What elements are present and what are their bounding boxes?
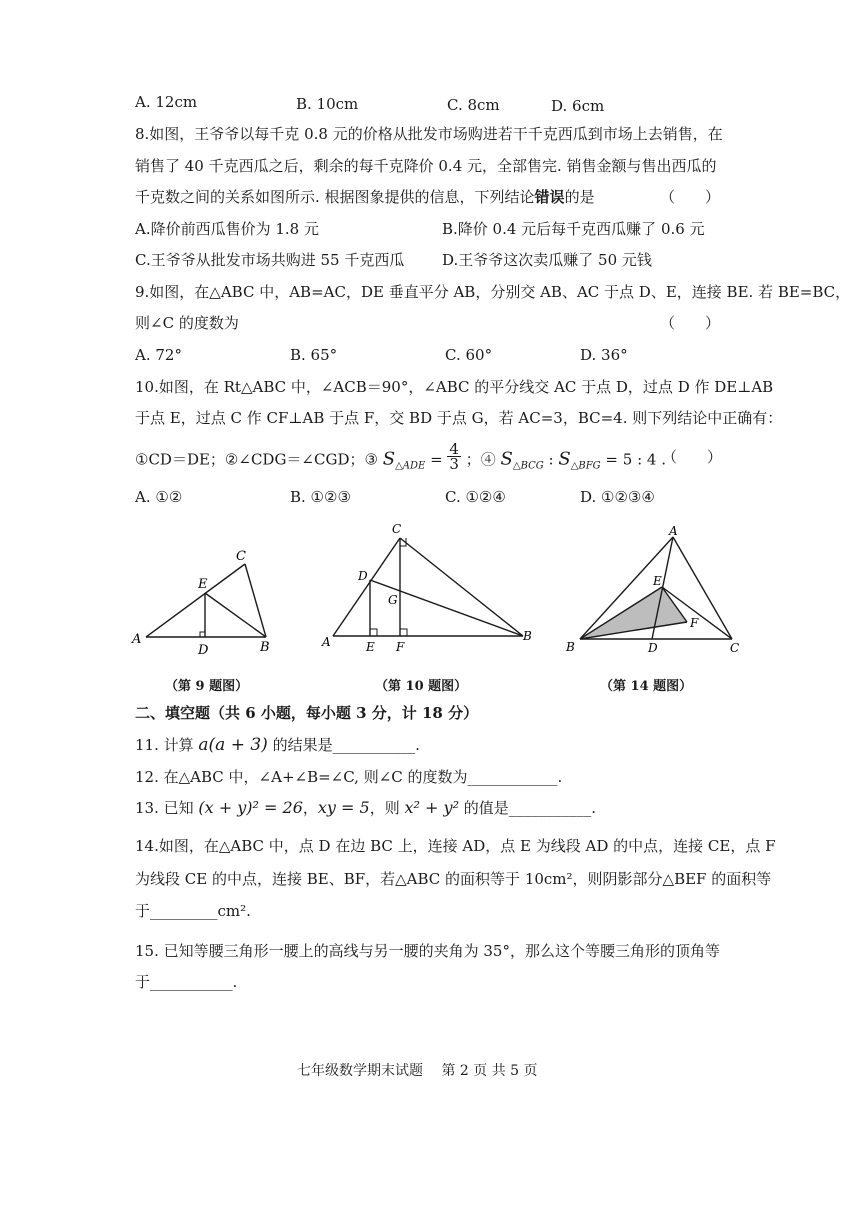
q10-colon: : xyxy=(543,450,559,469)
q12: 12. 在△ABC 中，∠A+∠B=∠C, 则∠C 的度数为____________. xyxy=(135,768,563,786)
q10-option-a: A. ①② xyxy=(135,488,183,506)
q10-area-bfg: △BFG xyxy=(570,460,601,472)
fig9-label-d: D xyxy=(198,643,209,658)
q9-option-a: A. 72° xyxy=(135,346,182,364)
fig14-label-c: C xyxy=(730,641,740,655)
fig9-label-e: E xyxy=(198,577,208,592)
q10-frac-num: 4 xyxy=(449,440,459,458)
q8-line3-text: 千克数之间的关系如图所示. 根据图象提供的信息，下列结论 xyxy=(135,188,535,206)
q13-sep1: ， xyxy=(302,799,318,817)
q8-option-a: A.降价前西瓜售价为 1.8 元 xyxy=(135,220,319,238)
q11-pre: 11. 计算 xyxy=(135,736,199,754)
figure-14 xyxy=(562,525,750,660)
fig9-label-b: B xyxy=(260,640,270,655)
q13-expr2: xy = 5 xyxy=(317,798,370,817)
q7-option-a: A. 12cm xyxy=(135,93,198,111)
q10-area-bcg: △BCG xyxy=(512,460,544,472)
q7-option-b: B. 10cm xyxy=(296,95,359,113)
fig10-label-g: G xyxy=(388,593,398,607)
q10-eq: = xyxy=(425,450,448,469)
fig14-label-a: A xyxy=(669,525,678,538)
q9-option-b: B. 65° xyxy=(290,346,338,364)
fig14-label-d: D xyxy=(648,641,658,655)
q15-line1: 15. 已知等腰三角形一腰上的高线与另一腰的夹角为 35°，那么这个等腰三角形的顶角等 xyxy=(135,942,720,960)
q10-stmt4: ；④ xyxy=(465,450,496,469)
q11-expr: a(a + 3) xyxy=(198,735,268,755)
q10-line2: 于点 E，过点 C 作 CF⊥AB 于点 F，交 BD 于点 G，若 AC=3，BC=4. 则下列结论中正确有： xyxy=(135,409,783,427)
figure-10 xyxy=(318,518,538,663)
q10-answer-paren: （ ） xyxy=(662,448,723,466)
q13-expr1: (x + y)² = 26 xyxy=(198,798,303,817)
q7-option-d: D. 6cm xyxy=(551,97,605,115)
fig9-label-a: A xyxy=(132,632,142,647)
q10-line3 xyxy=(135,440,666,477)
page-footer: 七年级数学期末试题 第 2 页 共 5 页 xyxy=(297,1063,538,1079)
q7-option-c: C. 8cm xyxy=(447,96,500,114)
q9-answer-paren: （ ） xyxy=(660,314,721,332)
q15-line2: 于___________. xyxy=(135,973,238,991)
fig10-label-a: A xyxy=(322,635,331,649)
q10-area-s2: S xyxy=(500,448,513,470)
q10-frac-den: 3 xyxy=(449,455,459,473)
q10-area-s1: S xyxy=(382,448,396,470)
q8-option-b: B.降价 0.4 元后每千克西瓜赚了 0.6 元 xyxy=(442,220,705,238)
q13-pre: 13. 已知 xyxy=(135,799,199,817)
q8-line3 xyxy=(135,187,595,207)
fig10-label-f: F xyxy=(396,640,405,654)
q8-line3-end: 的是 xyxy=(564,188,595,206)
q14-line1: 14.如图，在△ABC 中，点 D 在边 BC 上，连接 AD，点 E 为线段 AD 的中点，连接 CE，点 F xyxy=(135,837,776,855)
q9-line1: 9.如图，在△ABC 中，AB=AC，DE 垂直平分 AB，分别交 AB、AC 于点 D、E，连接 BE. 若 BE=BC， xyxy=(135,283,851,301)
q9-option-c: C. 60° xyxy=(445,346,493,364)
q13-sep2: ，则 xyxy=(369,799,405,817)
q11 xyxy=(135,735,420,755)
q10-area-ade: △ADE xyxy=(395,460,426,472)
q13-expr3: x² + y² xyxy=(404,798,459,817)
q10-ratio: = 5 : 4 . xyxy=(600,450,666,469)
q8-line2: 销售了 40 千克西瓜之后，剩余的每千克降价 0.4 元，全部售完. 销售金额与售出西瓜的 xyxy=(135,157,717,175)
q10-fraction xyxy=(447,442,461,471)
q10-option-d: D. ①②③④ xyxy=(580,488,655,506)
q10-stmt-text: ①CD＝DE；②∠CDG＝∠CGD；③ xyxy=(135,450,378,469)
q10-area-s3: S xyxy=(558,448,571,470)
q14-line3: 于_________cm². xyxy=(135,902,251,920)
q13 xyxy=(135,798,596,818)
figure-9 xyxy=(128,540,288,665)
q8-answer-paren: （ ） xyxy=(660,188,721,206)
fig14-caption: （第 14 题图） xyxy=(600,679,693,694)
q10-option-b: B. ①②③ xyxy=(290,488,351,506)
fig10-caption: （第 10 题图） xyxy=(375,679,468,694)
q10-line1: 10.如图，在 Rt△ABC 中，∠ACB＝90°，∠ABC 的平分线交 AC 于点 D，过点 D 作 DE⊥AB xyxy=(135,378,774,396)
fig14-label-b: B xyxy=(566,640,575,654)
q11-post: 的结果是___________. xyxy=(267,736,420,754)
fig9-label-c: C xyxy=(236,549,246,564)
fig14-label-f: F xyxy=(690,616,699,630)
q8-option-c: C.王爷爷从批发市场共购进 55 千克西瓜 xyxy=(135,251,405,269)
fig10-label-e: E xyxy=(366,640,375,654)
q13-post: 的值是___________. xyxy=(458,799,597,817)
fig10-label-c: C xyxy=(392,522,402,536)
q14-line2: 为线段 CE 的中点，连接 BE、BF，若△ABC 的面积等于 10cm²，则阴影部分△BEF 的面积等 xyxy=(135,870,772,888)
q9-option-d: D. 36° xyxy=(580,346,628,364)
fig9-caption: （第 9 题图） xyxy=(165,679,249,694)
q9-line2: 则∠C 的度数为 xyxy=(135,314,239,332)
fig10-label-d: D xyxy=(358,569,368,583)
q8-line1: 8.如图，王爷爷以每千克 0.8 元的价格从批发市场购进若干千克西瓜到市场上去销售，在 xyxy=(135,125,723,143)
q10-option-c: C. ①②④ xyxy=(445,488,506,506)
q8-emphasis: 错误 xyxy=(534,188,565,206)
q8-option-d: D.王爷爷这次卖瓜赚了 50 元钱 xyxy=(442,251,652,269)
section-2-heading: 二、填空题（共 6 小题，每小题 3 分，计 18 分） xyxy=(135,704,479,722)
fig14-label-e: E xyxy=(653,574,662,588)
fig10-label-b: B xyxy=(523,629,532,643)
